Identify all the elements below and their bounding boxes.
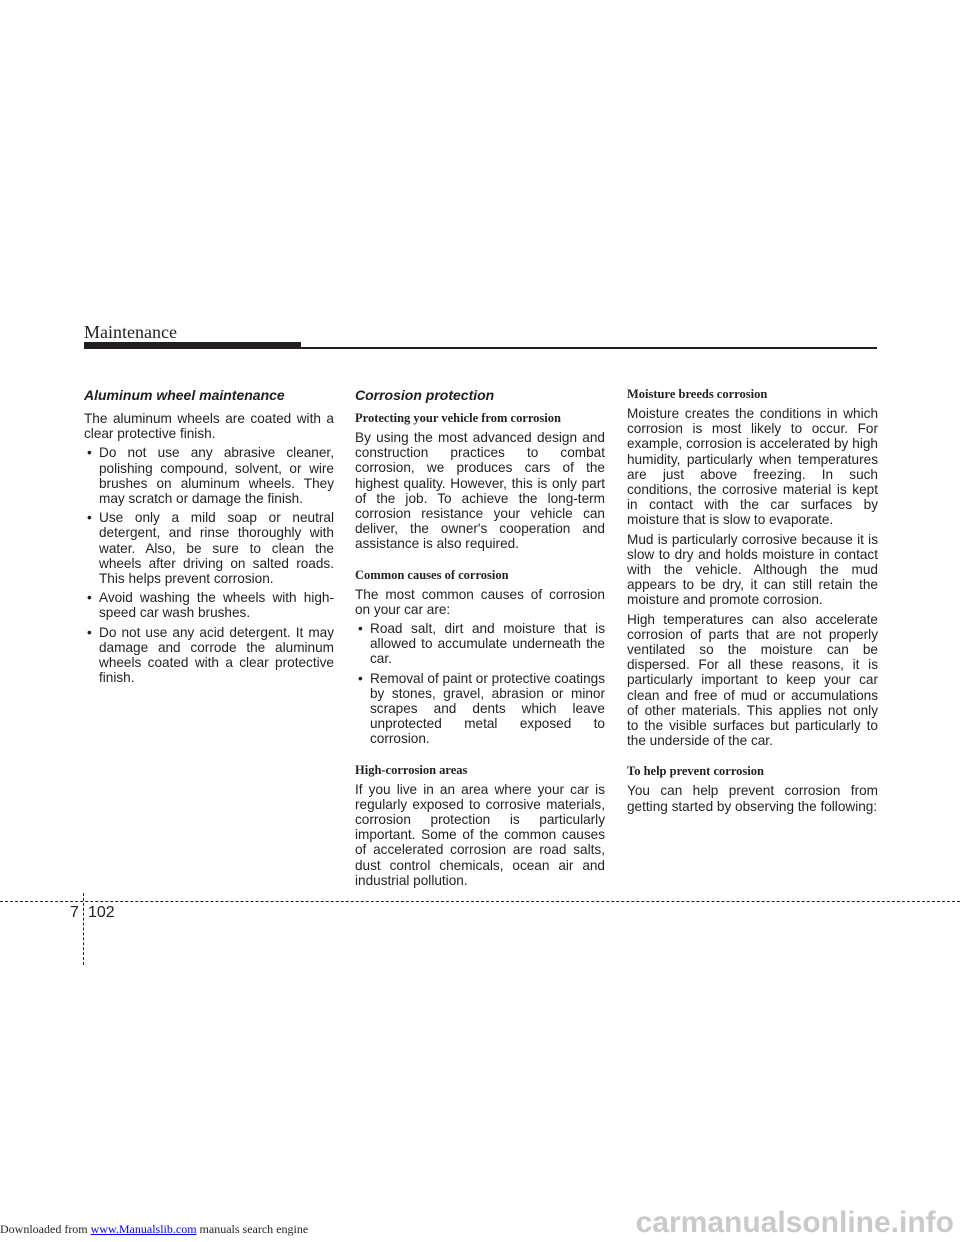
column-corrosion-protection xyxy=(355,387,605,892)
list-item: • Use only a mild soap or neutral detergent, and rinse thoroughly with water. Also, be sure to clean the wheels after driving on salted roads. This helps prevent corrosion. xyxy=(87,510,334,587)
download-notice xyxy=(0,1222,308,1237)
prevent-corrosion-text: You can help prevent corrosion from getting started by observing the following: xyxy=(627,783,878,814)
list-item: • Avoid washing the wheels with high-speed car wash brushes. xyxy=(87,590,334,621)
footer-dashed-rule xyxy=(0,901,960,902)
download-suffix: manuals search engine xyxy=(196,1222,309,1236)
protecting-subheading: Protecting your vehicle from corrosion xyxy=(355,411,561,425)
aluminum-wheel-list xyxy=(84,445,334,685)
common-causes-list xyxy=(355,621,605,747)
moisture-paragraph-2: Mud is particularly corrosive because it is slow to dry and holds moisture in contact with the vehicle. Although the mud appears to be dry, it can still retain the moisture and promote corrosion. xyxy=(627,531,878,608)
moisture-subheading: Moisture breeds corrosion xyxy=(627,387,768,401)
section-header: Maintenance xyxy=(84,322,177,342)
list-item: • Do not use any abrasive cleaner, polishing compound, solvent, or wire brushes on aluminum wheels. They may scratch or damage the finish. xyxy=(87,445,334,507)
header-rule-thin xyxy=(301,347,877,349)
chapter-number: 7 xyxy=(70,904,79,921)
prevent-corrosion-subheading: To help prevent corrosion xyxy=(627,764,764,779)
column-moisture xyxy=(627,387,878,818)
high-corrosion-text: If you live in an area where your car is regularly exposed to corrosive materials, corrosion protection is particularly important. Some of the common causes of accelerated corrosion are road salts, dust control chemicals, ocean air and industrial pollution. xyxy=(355,781,605,888)
manualslib-link[interactable]: www.Manualslib.com xyxy=(90,1222,197,1236)
moisture-paragraph-3: High temperatures can also accelerate corrosion of parts that are not properly ventilated so the moisture can be dispersed. For all these reasons, it is particularly important to keep your car clean and free of mud or accumulations of other materials. This applies not only to the visible surfaces but particularly to the underside of the car. xyxy=(627,611,878,749)
footer-vertical-dashed-rule xyxy=(83,893,84,965)
list-item: • Removal of paint or protective coatings by stones, gravel, abrasion or minor scrapes and dents which leave unprotected metal exposed to corrosion. xyxy=(358,670,605,747)
list-item: • Do not use any acid detergent. It may damage and corrode the aluminum wheels coated with a clear protective finish. xyxy=(87,624,334,686)
list-item: • Road salt, dirt and moisture that is allowed to accumulate underneath the car. xyxy=(358,621,605,667)
moisture-paragraph-1: Moisture creates the conditions in which corrosion is most likely to occur. For example, corrosion is accelerated by high humidity, particularly when temperatures are just above freezing. In such conditions, the corrosive material is kept in contact with the car surfaces by moisture that is slow to evaporate. xyxy=(627,406,878,528)
watermark-logo: carmanualsonline.info xyxy=(635,1206,954,1239)
download-prefix: Downloaded from xyxy=(0,1222,91,1236)
column-aluminum-wheel xyxy=(84,387,334,689)
high-corrosion-subheading: High-corrosion areas xyxy=(355,762,468,777)
common-causes-subheading: Common causes of corrosion xyxy=(355,567,509,582)
page-number: 102 xyxy=(88,904,115,921)
protecting-text: By using the most advanced design and construction practices to combat corrosion, we produces cars of the highest quality. However, this is only part of the job. To achieve the long-term corrosion resistance your vehicle can deliver, the owner's cooperation and assistance is also required. xyxy=(355,430,605,552)
corrosion-protection-heading: Corrosion protection xyxy=(355,387,495,403)
header-rule-thick xyxy=(84,342,301,349)
common-causes-text: The most common causes of corrosion on your car are: xyxy=(355,586,605,617)
aluminum-wheel-heading: Aluminum wheel maintenance xyxy=(84,387,285,403)
aluminum-wheel-intro: The aluminum wheels are coated with a clear protective finish. xyxy=(84,411,334,442)
